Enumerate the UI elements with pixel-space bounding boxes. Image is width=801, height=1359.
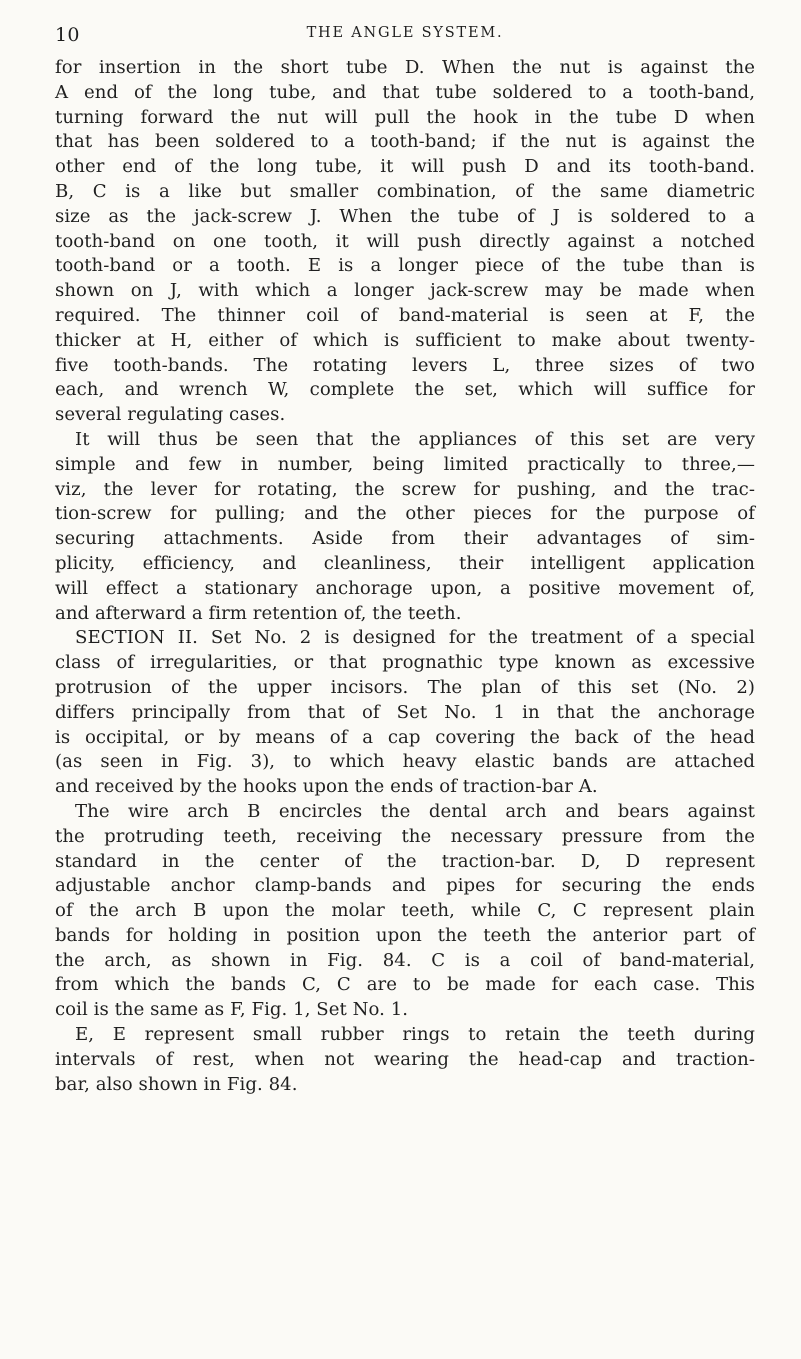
text-line: tion-screw for pulling; and the other pieces for the purpose of: [55, 503, 755, 525]
text-line: turning forward the nut will pull the hook in the tube D when: [55, 106, 755, 128]
text-line: five tooth-bands. The rotating levers L, three sizes of two: [55, 354, 755, 376]
text-line: securing attachments. Aside from their advantages of sim-: [55, 528, 755, 550]
text-line: size as the jack-screw J. When the tube of J is soldered to a: [55, 205, 755, 227]
text-line: the arch, as shown in Fig. 84. C is a coil of band-material,: [55, 949, 755, 971]
text-line: each, and wrench W, complete the set, which will suffice for: [55, 379, 755, 401]
text-line: protrusion of the upper incisors. The plan of this set (No. 2): [55, 676, 755, 698]
text-line: is occipital, or by means of a cap covering the back of the head: [55, 726, 755, 748]
text-line: and afterward a firm retention of, the teeth.: [55, 602, 462, 624]
text-line: plicity, efficiency, and cleanliness, their intelligent application: [55, 552, 755, 574]
text-line: B, C is a like but smaller combination, of the same diametric: [55, 180, 755, 202]
text-line: standard in the center of the traction-bar. D, D represent: [55, 850, 755, 872]
text-line: and received by the hooks upon the ends of traction-bar A.: [55, 776, 598, 798]
text-line: bar, also shown in Fig. 84.: [55, 1073, 298, 1095]
page-header: [55, 24, 755, 46]
text-line: (as seen in Fig. 3), to which heavy elastic bands are attached: [55, 751, 755, 773]
text-line: The wire arch B encircles the dental arch and bears against: [75, 800, 755, 822]
text-line: bands for holding in position upon the teeth the anterior part of: [55, 924, 755, 946]
text-line: from which the bands C, C are to be made for each case. This: [55, 974, 755, 996]
text-line: thicker at H, either of which is sufficient to make about twenty-: [55, 329, 755, 351]
body-text: [55, 56, 755, 1097]
text-line: adjustable anchor clamp-bands and pipes for securing the ends: [55, 875, 755, 897]
text-line: differs principally from that of Set No. 1 in that the anchorage: [55, 701, 755, 723]
text-line: several regulating cases.: [55, 404, 286, 426]
text-line: the protruding teeth, receiving the necessary pressure from the: [55, 825, 755, 847]
text-line: It will thus be seen that the appliances of this set are very: [75, 428, 755, 450]
text-line: class of irregularities, or that prognathic type known as excessive: [55, 652, 755, 674]
running-title: THE ANGLE SYSTEM.: [306, 25, 504, 41]
page-number: 10: [55, 24, 80, 46]
text-line: will effect a stationary anchorage upon, a positive movement of,: [55, 577, 755, 599]
text-line: viz, the lever for rotating, the screw for pushing, and the trac-: [55, 478, 755, 500]
text-line: intervals of rest, when not wearing the head-cap and traction-: [55, 1048, 755, 1070]
text-line: other end of the long tube, it will push D and its tooth-band.: [55, 156, 755, 178]
text-line: for insertion in the short tube D. When the nut is against the: [55, 57, 755, 78]
text-line: required. The thinner coil of band-material is seen at F, the: [55, 304, 755, 326]
text-line: coil is the same as F, Fig. 1, Set No. 1.: [55, 999, 409, 1021]
text-line: A end of the long tube, and that tube soldered to a tooth-band,: [55, 81, 755, 103]
text-line: simple and few in number, being limited practically to three,—: [55, 453, 755, 475]
text-line: shown on J, with which a longer jack-screw may be made when: [55, 280, 755, 302]
text-line: E, E represent small rubber rings to retain the teeth during: [75, 1024, 755, 1046]
text-line: tooth-band or a tooth. E is a longer piece of the tube than is: [55, 255, 755, 277]
text-line: SECTION II. Set No. 2 is designed for the treatment of a special: [75, 627, 755, 649]
text-line: tooth-band on one tooth, it will push directly against a notched: [55, 230, 755, 252]
text-line: of the arch B upon the molar teeth, while C, C represent plain: [55, 900, 755, 922]
text-line: that has been soldered to a tooth-band; if the nut is against the: [55, 131, 755, 153]
